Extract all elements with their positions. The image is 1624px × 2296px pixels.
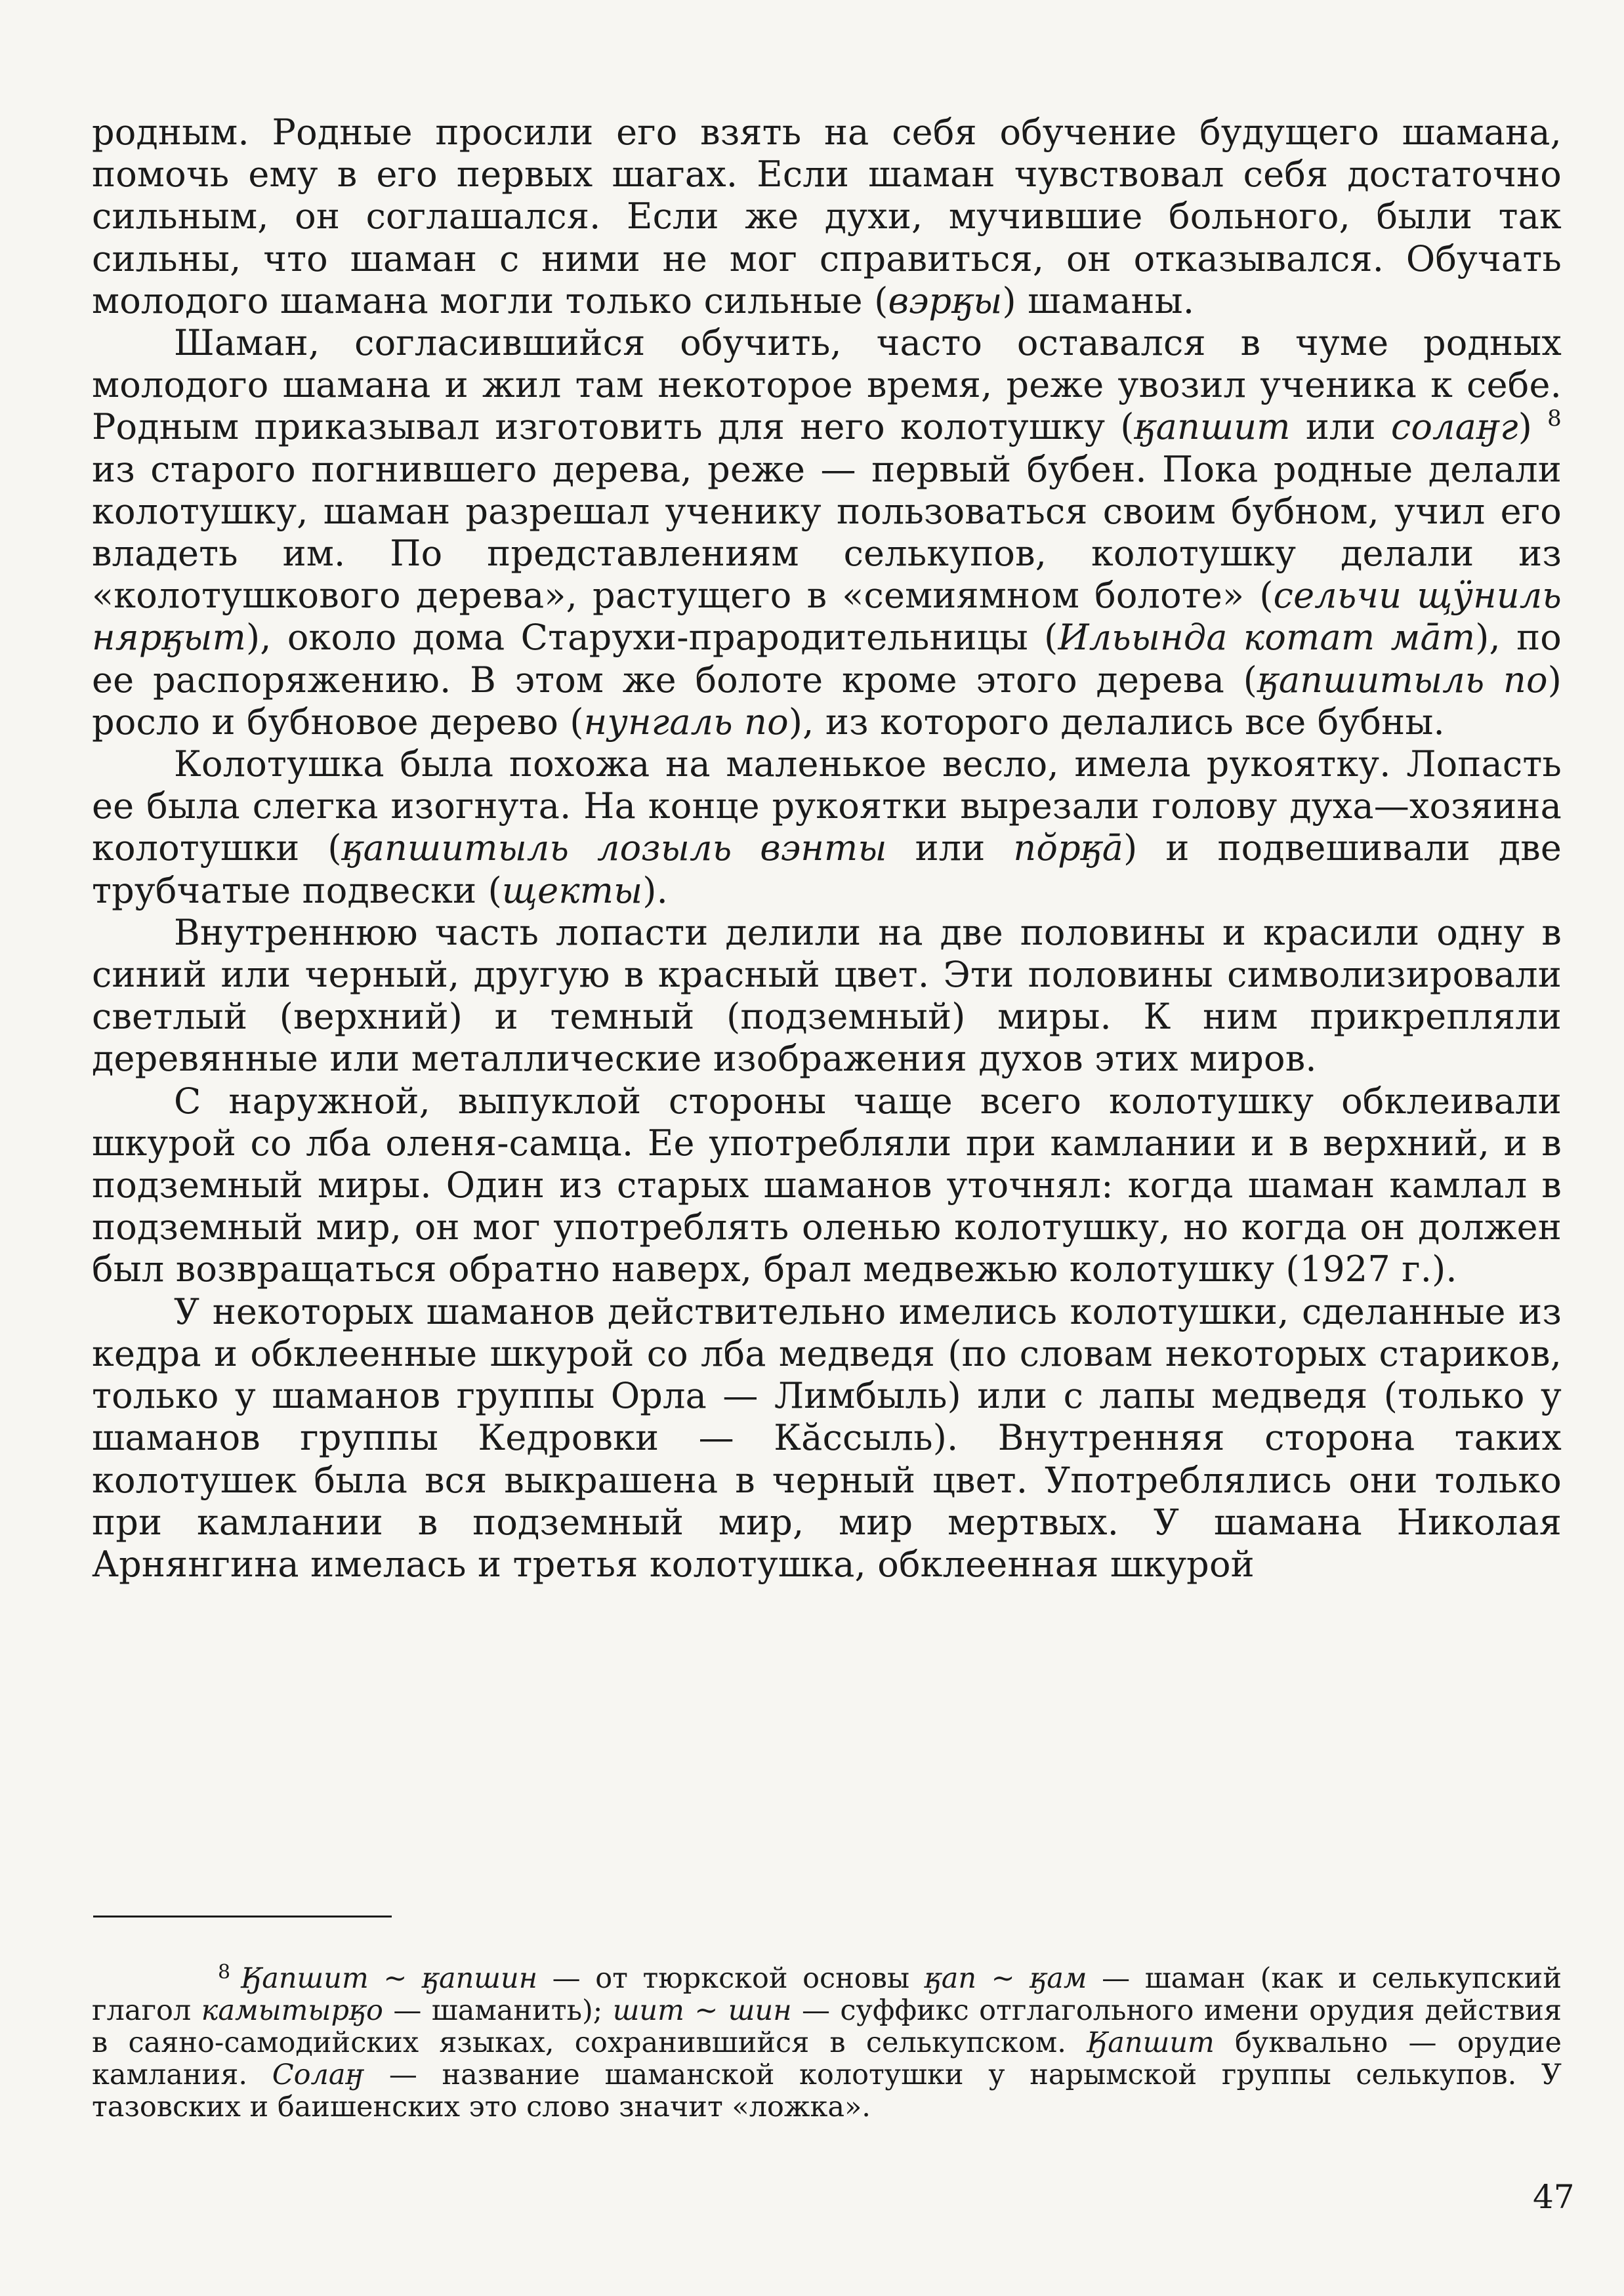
italic-term: ӄап ~ ӄам: [924, 1962, 1087, 1995]
paragraph: [92, 1080, 1562, 1291]
text-run: ) и подвешивали две трубчатые подвески (: [92, 827, 1562, 911]
footnote-reference: 8: [1547, 405, 1562, 432]
text-run: ), около дома Старухи-прародительницы (: [246, 617, 1058, 659]
text-run: ).: [642, 869, 669, 911]
text-run: Внутреннюю часть лопасти делили на две половины и красили одну в синий или черный, другую в красный цвет. Эти половины символизировали светлый (верхний) и темный (подземный) миры. К ним прикрепляли деревянные или металлические изображения духов этих миров.: [92, 911, 1562, 1080]
footnote-separator: [93, 1916, 392, 1917]
text-run: или: [1290, 406, 1391, 448]
italic-term: нунгаль по: [583, 701, 789, 743]
text-run: или: [886, 827, 1014, 869]
text-run: У некоторых шаманов действительно имелись колотушки, сделанные из кедра и обклеенные шкурой со лба медведя (по словам некоторых стариков, только у шаманов группы Орла — Лимбыль) или с лапы медведя (только у шаманов группы Кедровки — Кăссыль). Внутренняя сторона таких колотушек была вся выкрашена в черный цвет. Употреблялись они только при камлании в подземный мир, мир мертвых. У шамана Николая Арнянгина имелась и третья колотушка, обклеенная шкурой: [92, 1290, 1562, 1585]
text-run: — шаманить);: [383, 1994, 613, 2027]
text-run: ): [1518, 406, 1548, 448]
text-run: — от тюркской основы: [537, 1962, 925, 1995]
italic-term: Ӄапшит: [1087, 2026, 1215, 2059]
footnote-mark: 8: [218, 1961, 231, 1984]
italic-term: Ӄапшит ~ ӄапшин: [241, 1962, 538, 1995]
page-number: 47: [1533, 2178, 1575, 2216]
paragraph: [92, 912, 1562, 1080]
italic-term: щекты: [501, 869, 643, 911]
italic-term: ӄапшитыль по: [1257, 659, 1548, 701]
text-run: из старого погнившего дерева, реже — первый бубен. Пока родные делали колотушку, шаман разрешал ученику пользоваться своим бубном, учил его владеть им. По представлениям селькупов, колотушку делали из «колотушкового дерева», растущего в «семиямном болоте» (: [92, 448, 1562, 617]
paragraph: [92, 743, 1562, 912]
text-run: Шаман, согласившийся обучить, часто оставался в чуме родных молодого шамана и жил там некоторое время, реже увозил ученика к себе. Родным приказывал изготовить для него колотушку (: [92, 322, 1562, 448]
text-run: ) росло и бубновое дерево (: [92, 659, 1562, 743]
paragraph: [92, 112, 1562, 322]
italic-term: пŏрӄā: [1013, 827, 1124, 869]
text-run: Колотушка была похожа на маленькое весло, имела рукоятку. Лопасть ее была слегка изогнута. На конце рукоятки вырезали голову духа—хозяина колотушки (: [92, 743, 1562, 869]
text-run: ) шаманы.: [1002, 279, 1195, 321]
text-run: — суффикс отглагольного имени орудия действия в саяно-самодийских языках, сохранившийся в селькупском.: [92, 1994, 1562, 2059]
text-run: буквально — орудие камлания.: [92, 2026, 1562, 2091]
text-run: ), из которого делались все бубны.: [788, 701, 1445, 743]
italic-term: Солаӈ: [272, 2059, 365, 2091]
text-run: родным. Родные просили его взять на себя обучение будущего шамана, помочь ему в его первых шагах. Если шаман чувствовал себя достаточно сильным, он соглашался. Если же духи, мучившие больного, были так сильны, что шаман с ними не мог справиться, он отказывался. Обучать молодого шамана могли только сильные (: [92, 112, 1562, 321]
paragraph: [92, 1291, 1562, 1586]
italic-term: ӄапшитыль лозыль вэнты: [341, 827, 887, 869]
italic-term: вэрӄы: [888, 279, 1003, 321]
text-run: — название шаманской колотушки у нарымской группы селькупов. У тазовских и баишенских это слово значит «ложка».: [92, 2059, 1562, 2123]
italic-term: ӄапшит: [1134, 406, 1291, 448]
footnote: [92, 1956, 1562, 2123]
italic-term: шит ~ шин: [612, 1994, 792, 2027]
text-run: — шаман (как и селькупский глагол: [92, 1962, 1562, 2027]
main-text: [92, 112, 1562, 1586]
paragraph: [92, 322, 1562, 743]
italic-term: Ильында котат мāт: [1058, 617, 1476, 659]
italic-term: камытырӄо: [201, 1994, 383, 2027]
page-body: [92, 112, 1562, 2211]
footnote-block: [92, 1956, 1562, 2123]
text-run: ), по ее распоряжению. В этом же болоте кроме этого дерева (: [92, 617, 1562, 701]
text-run: С наружной, выпуклой стороны чаще всего колотушку обклеивали шкурой со лба оленя-самца. Ее употребляли при камлании и в верхний, и в подземный миры. Один из старых шаманов уточнял: когда шаман камлал в подземный мир, он мог употреблять оленью колотушку, но когда он должен был возвращаться обратно наверх, брал медвежью колотушку (1927 г.).: [92, 1080, 1562, 1290]
italic-term: сельчи щӱниль нярӄыт: [92, 575, 1562, 659]
italic-term: солаӈг: [1390, 406, 1518, 448]
